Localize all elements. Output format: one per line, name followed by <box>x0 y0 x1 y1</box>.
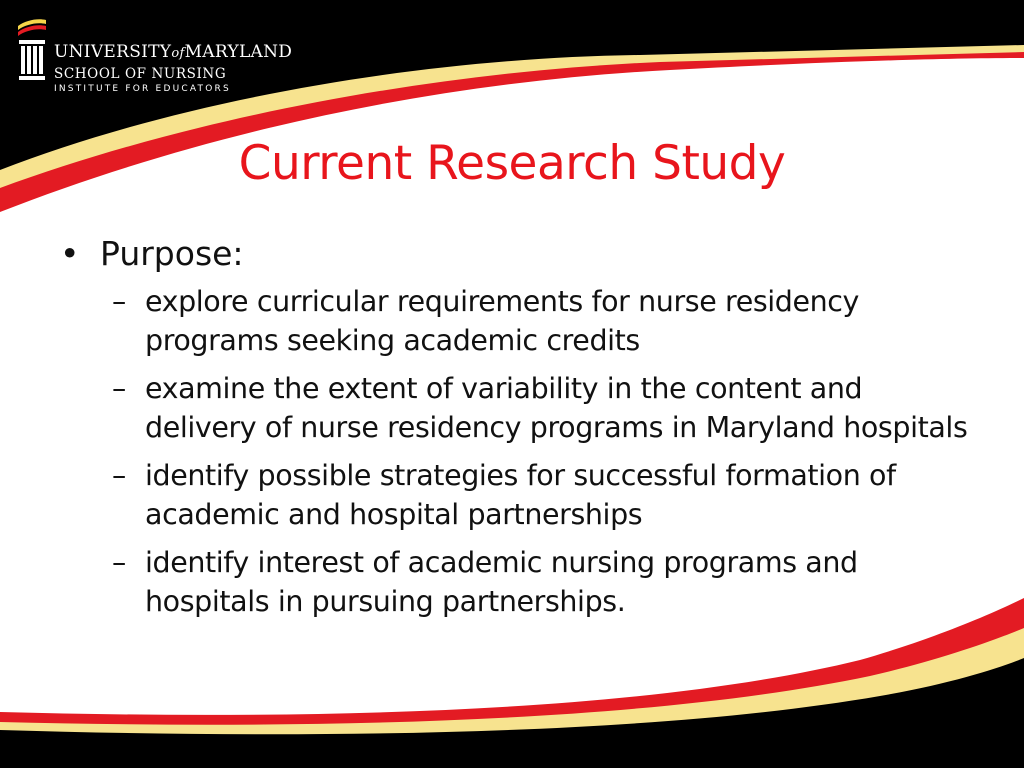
bullet-purpose <box>60 232 980 276</box>
bullet-marker: • <box>60 234 80 273</box>
sub-bullet-item: – identify possible strategies for successful formation of academic and hospital partnerships <box>112 459 896 531</box>
bullet-label: Purpose: <box>100 234 244 273</box>
university-logo <box>16 14 316 94</box>
logo-text <box>54 14 292 96</box>
logo-university-name: UNIVERSITYofMARYLAND <box>54 42 293 62</box>
slide-body <box>60 232 980 630</box>
sub-bullet-item: – explore curricular requirements for nurse residency programs seeking academic credits <box>112 285 860 357</box>
logo-institute-name: INSTITUTE FOR EDUCATORS <box>54 84 231 94</box>
sub-bullet-item: – examine the extent of variability in the content and delivery of nurse residency programs in Maryland hospitals <box>112 372 968 444</box>
sub-bullet-list <box>60 282 980 621</box>
university-pillar-icon <box>16 14 48 86</box>
slide-title: Current Research Study <box>238 136 786 191</box>
logo-school-name: SCHOOL OF NURSING <box>54 66 227 82</box>
sub-bullet-item: – identify interest of academic nursing programs and hospitals in pursuing partnerships. <box>112 546 858 618</box>
